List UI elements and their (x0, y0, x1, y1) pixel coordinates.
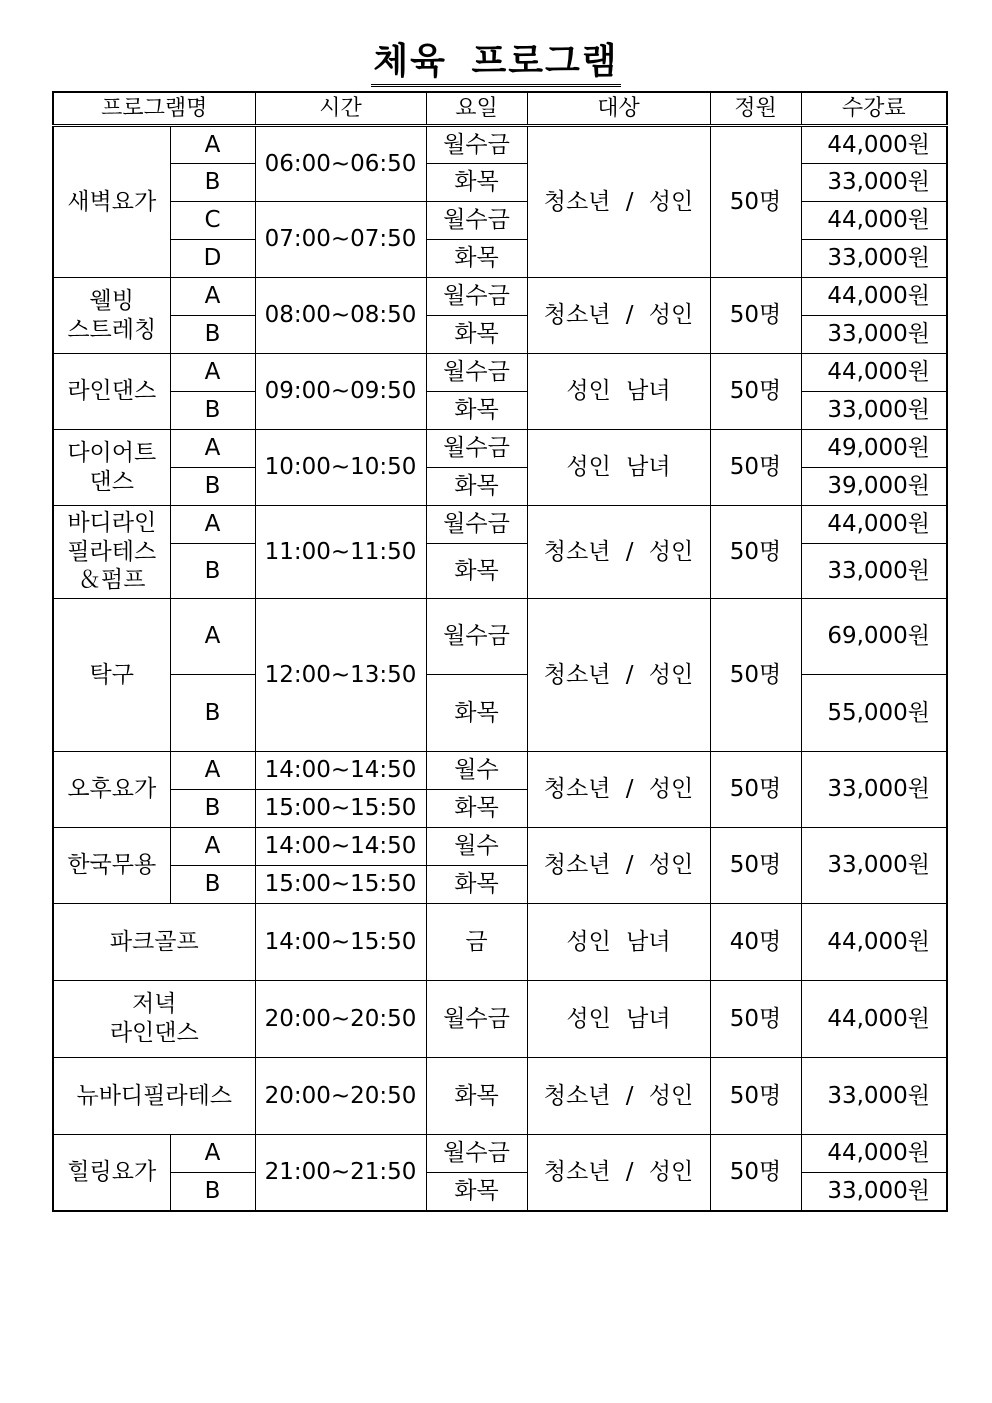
table-row (53, 354, 947, 392)
fee-cell: 33,000원 (801, 392, 947, 430)
program-name-line: 스트레칭 (67, 316, 157, 343)
section-label: A (170, 506, 255, 544)
days-cell: 금 (426, 904, 527, 981)
table-row (53, 1058, 947, 1135)
target-cell: 청소년 / 성인 (527, 1135, 710, 1211)
table-row (53, 1173, 947, 1211)
days-cell: 화목 (426, 866, 527, 904)
days-cell: 월수금 (426, 981, 527, 1058)
days-cell: 화목 (426, 240, 527, 278)
section-label: A (170, 126, 255, 164)
table-row (53, 675, 947, 752)
page-title-text: 체육 프로그램 (371, 40, 620, 87)
time-cell: 21:00~21:50 (255, 1135, 426, 1211)
days-cell: 월수금 (426, 599, 527, 675)
fee-cell: 33,000원 (801, 316, 947, 354)
capacity-cell: 40명 (710, 904, 801, 981)
table-row (53, 164, 947, 202)
section-label: C (170, 202, 255, 240)
section-label: B (170, 392, 255, 430)
target-cell: 성인 남녀 (527, 354, 710, 430)
section-label: A (170, 354, 255, 392)
header-capacity: 정원 (710, 92, 801, 126)
target-cell: 성인 남녀 (527, 430, 710, 506)
program-name (53, 278, 170, 354)
fee-cell: 49,000원 (801, 430, 947, 468)
table-row (53, 202, 947, 240)
fee-cell: 33,000원 (801, 752, 947, 828)
fee-cell: 39,000원 (801, 468, 947, 506)
program-name-line: 댄스 (89, 468, 134, 495)
target-cell: 성인 남녀 (527, 981, 710, 1058)
program-name-line: 웰빙 (89, 287, 134, 314)
table-row (53, 126, 947, 164)
target-cell: 청소년 / 성인 (527, 506, 710, 599)
fee-cell: 44,000원 (801, 506, 947, 544)
target-cell: 청소년 / 성인 (527, 599, 710, 752)
program-name (53, 506, 170, 599)
program-name: 탁구 (53, 599, 170, 752)
program-name-line: 다이어트 (67, 439, 157, 466)
days-cell: 월수금 (426, 354, 527, 392)
program-name-line: 저녁 (132, 991, 177, 1018)
program-name: 힐링요가 (53, 1135, 170, 1211)
fee-cell: 33,000원 (801, 1173, 947, 1211)
table-row (53, 904, 947, 981)
capacity-cell: 50명 (710, 430, 801, 506)
table-row (53, 828, 947, 866)
days-cell: 월수 (426, 828, 527, 866)
target-cell: 청소년 / 성인 (527, 278, 710, 354)
days-cell: 월수 (426, 752, 527, 790)
header-fee: 수강료 (801, 92, 947, 126)
table-row (53, 316, 947, 354)
section-label: B (170, 164, 255, 202)
fee-cell: 44,000원 (801, 354, 947, 392)
days-cell: 화목 (426, 675, 527, 752)
target-cell: 청소년 / 성인 (527, 828, 710, 904)
table-row (53, 981, 947, 1058)
time-cell: 20:00~20:50 (255, 1058, 426, 1135)
section-label: A (170, 828, 255, 866)
capacity-cell: 50명 (710, 1058, 801, 1135)
time-cell: 10:00~10:50 (255, 430, 426, 506)
program-name: 뉴바디필라테스 (53, 1058, 255, 1135)
program-name: 새벽요가 (53, 126, 170, 278)
fee-cell: 44,000원 (801, 981, 947, 1058)
capacity-cell: 50명 (710, 278, 801, 354)
days-cell: 월수금 (426, 430, 527, 468)
section-label: B (170, 866, 255, 904)
program-name-line: ＆펌프 (78, 567, 146, 594)
capacity-cell: 50명 (710, 752, 801, 828)
capacity-cell: 50명 (710, 126, 801, 278)
program-name-line: 바디라인 (67, 509, 157, 536)
header-days: 요일 (426, 92, 527, 126)
days-cell: 화목 (426, 392, 527, 430)
days-cell: 화목 (426, 468, 527, 506)
section-label: B (170, 1173, 255, 1211)
days-cell: 화목 (426, 1058, 527, 1135)
fee-cell: 33,000원 (801, 544, 947, 599)
days-cell: 월수금 (426, 506, 527, 544)
days-cell: 화목 (426, 544, 527, 599)
program-name: 오후요가 (53, 752, 170, 828)
program-name-line: 라인댄스 (109, 1020, 199, 1046)
program-table (52, 91, 948, 1212)
program-name: 한국무용 (53, 828, 170, 904)
capacity-cell: 50명 (710, 599, 801, 752)
section-label: B (170, 316, 255, 354)
section-label: B (170, 544, 255, 599)
section-label: A (170, 599, 255, 675)
time-cell: 14:00~14:50 (255, 752, 426, 790)
days-cell: 월수금 (426, 278, 527, 316)
fee-cell: 44,000원 (801, 904, 947, 981)
fee-cell: 69,000원 (801, 599, 947, 675)
time-cell: 20:00~20:50 (255, 981, 426, 1058)
fee-cell: 44,000원 (801, 126, 947, 164)
section-label: A (170, 752, 255, 790)
table-row (53, 392, 947, 430)
table-row (53, 752, 947, 790)
section-label: B (170, 468, 255, 506)
target-cell: 청소년 / 성인 (527, 126, 710, 278)
time-cell: 08:00~08:50 (255, 278, 426, 354)
days-cell: 월수금 (426, 202, 527, 240)
target-cell: 청소년 / 성인 (527, 1058, 710, 1135)
capacity-cell: 50명 (710, 506, 801, 599)
fee-cell: 44,000원 (801, 1135, 947, 1173)
program-name: 라인댄스 (53, 354, 170, 430)
fee-cell: 55,000원 (801, 675, 947, 752)
time-cell: 15:00~15:50 (255, 790, 426, 828)
table-row (53, 1135, 947, 1173)
target-cell: 성인 남녀 (527, 904, 710, 981)
time-cell: 15:00~15:50 (255, 866, 426, 904)
program-name: 파크골프 (53, 904, 255, 981)
time-cell: 06:00~06:50 (255, 126, 426, 202)
capacity-cell: 50명 (710, 1135, 801, 1211)
days-cell: 화목 (426, 164, 527, 202)
table-row (53, 240, 947, 278)
days-cell: 화목 (426, 1173, 527, 1211)
time-cell: 14:00~14:50 (255, 828, 426, 866)
table-row (53, 430, 947, 468)
header-program: 프로그램명 (53, 92, 255, 126)
section-label: B (170, 675, 255, 752)
fee-cell: 33,000원 (801, 1058, 947, 1135)
time-cell: 11:00~11:50 (255, 506, 426, 599)
section-label: A (170, 278, 255, 316)
header-row (53, 92, 947, 126)
time-cell: 14:00~15:50 (255, 904, 426, 981)
header-time: 시간 (255, 92, 426, 126)
fee-cell: 44,000원 (801, 202, 947, 240)
capacity-cell: 50명 (710, 354, 801, 430)
table-row (53, 506, 947, 544)
fee-cell: 44,000원 (801, 278, 947, 316)
time-cell: 09:00~09:50 (255, 354, 426, 430)
fee-cell: 33,000원 (801, 240, 947, 278)
time-cell: 07:00~07:50 (255, 202, 426, 278)
section-label: B (170, 790, 255, 828)
table-row (53, 278, 947, 316)
days-cell: 월수금 (426, 126, 527, 164)
capacity-cell: 50명 (710, 981, 801, 1058)
target-cell: 청소년 / 성인 (527, 752, 710, 828)
program-name (53, 981, 255, 1058)
page-title (0, 40, 992, 87)
time-cell: 12:00~13:50 (255, 599, 426, 752)
section-label: D (170, 240, 255, 278)
table-row (53, 544, 947, 599)
header-target: 대상 (527, 92, 710, 126)
fee-cell: 33,000원 (801, 164, 947, 202)
table-row (53, 468, 947, 506)
days-cell: 화목 (426, 316, 527, 354)
section-label: A (170, 430, 255, 468)
days-cell: 월수금 (426, 1135, 527, 1173)
program-name-line: 필라테스 (67, 538, 157, 565)
capacity-cell: 50명 (710, 828, 801, 904)
program-name (53, 430, 170, 506)
days-cell: 화목 (426, 790, 527, 828)
fee-cell: 33,000원 (801, 828, 947, 904)
section-label: A (170, 1135, 255, 1173)
table-row (53, 599, 947, 675)
